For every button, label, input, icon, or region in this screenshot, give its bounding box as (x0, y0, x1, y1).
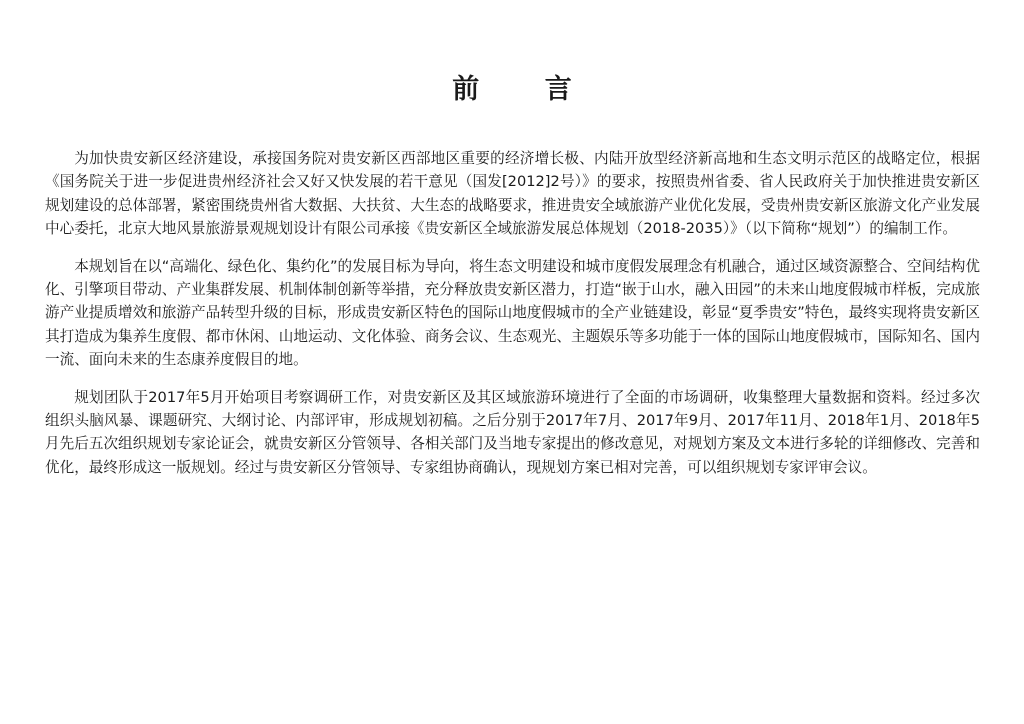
paragraph-2: 本规划旨在以“高端化、绿色化、集约化”的发展目标为导向，将生态文明建设和城市度假发展理念有机融合，通过区域资源整合、空间结构优化、引擎项目带动、产业集群发展、机制体制创新等举措，充分释放贵安新区潜力，打造“嵌于山水，融入田园”的未来山地度假城市样板，完成旅游产业提质增效和旅游产品转型升级的目标，形成贵安新区特色的国际山地度假城市的全产业链建设，彰显“夏季贵安”特色，最终实现将贵安新区其打造成为集养生度假、都市休闲、山地运动、文化体验、商务会议、生态观光、主题娱乐等多功能于一体的国际山地度假城市，国际知名、国内一流、面向未来的生态康养度假目的地。 (45, 257, 980, 369)
paragraph-1: 为加快贵安新区经济建设，承接国务院对贵安新区西部地区重要的经济增长极、内陆开放型经济新高地和生态文明示范区的战略定位，根据《国务院关于进一步促进贵州经济社会又好又快发展的若干意见（国发[2012]2号）》的要求，按照贵州省委、省人民政府关于加快推进贵安新区规划建设的总体部署，紧密围绕贵州省大数据、大扶贫、大生态的战略要求，推进贵安全域旅游产业优化发展，受贵州贵安新区旅游文化产业发展中心委托，北京大地风景旅游景观规划设计有限公司承接《贵安新区全域旅游发展总体规划（2018-2035）》（以下简称“规划”）的编制工作。 (45, 150, 980, 238)
page-title: 前 言 (452, 74, 600, 105)
paragraph-3: 规划团队于2017年5月开始项目考察调研工作，对贵安新区及其区域旅游环境进行了全面的市场调研，收集整理大量数据和资料。经过多次组织头脑风暴、课题研究、大纲讨论、内部评审，形成规划初稿。之后分别于2017年7月、2017年9月、2017年11月、2018年1月、2018年5月先后五次组织规划专家论证会，就贵安新区分管领导、各相关部门及当地专家提出的修改意见，对规划方案及文本进行多轮的详细修改、完善和优化，最终形成这一版规划。经过与贵安新区分管领导、专家组协商确认，现规划方案已相对完善，可以组织规划专家评审会议。 (45, 388, 980, 476)
body-text (45, 147, 980, 493)
